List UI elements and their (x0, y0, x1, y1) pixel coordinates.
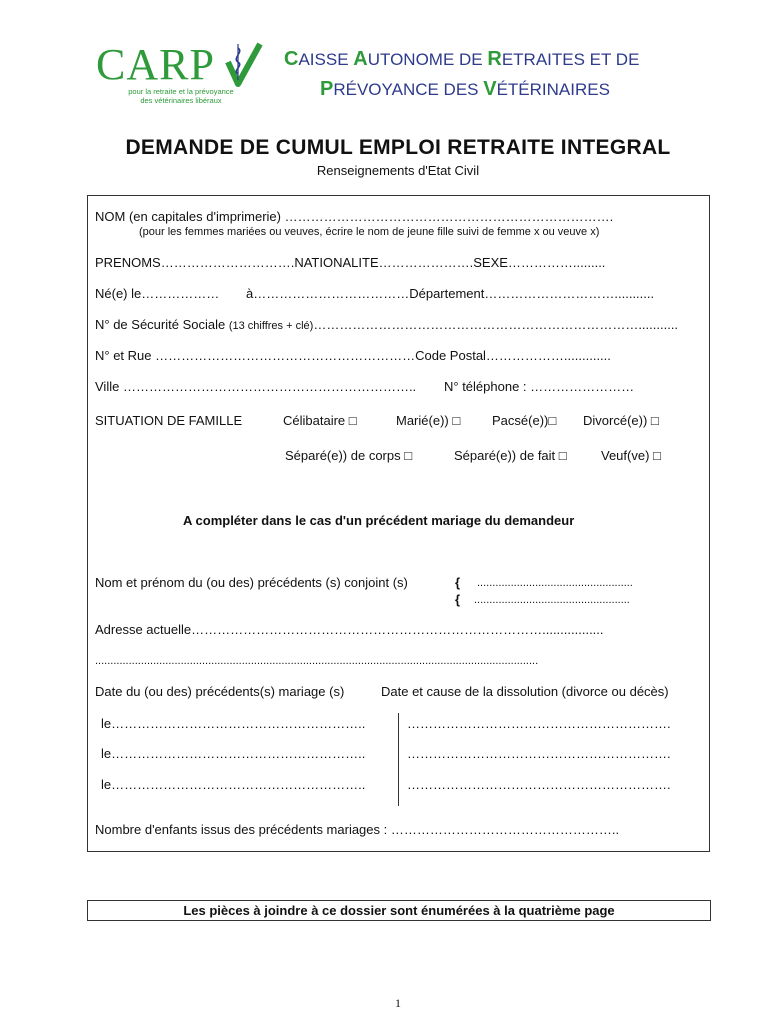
field-date-mariage-2[interactable]: le………………………………………………….. (101, 746, 366, 761)
document-subtitle: Renseignements d'Etat Civil (316, 163, 480, 178)
field-dissolution-3[interactable]: ……………………………………………………. (407, 777, 671, 792)
field-dissolution-1[interactable]: ……………………………………………………. (407, 716, 671, 731)
page-number: 1 (395, 996, 401, 1010)
field-nom[interactable]: NOM (en capitales d'imprimerie) …………………………………………………………………. (95, 209, 614, 224)
situation-famille-label: SITUATION DE FAMILLE (95, 413, 243, 428)
column-divider (398, 713, 399, 806)
dates-mariage-label: Date du (ou des) précédents(s) mariage (s) (95, 684, 345, 699)
checkbox-separe-fait[interactable]: Séparé(e)) de fait □ (454, 448, 567, 463)
field-date-naissance[interactable]: Né(e) le……………… (95, 286, 220, 301)
conjoint-label: Nom et prénom du (ou des) précédents (s) conjoint (s) (95, 575, 408, 590)
field-securite-sociale[interactable]: N° de Sécurité Sociale (13 chiffres + clé)…………………………………………………………………........... (95, 317, 679, 332)
field-conjoint-1[interactable]: ................................................... (477, 577, 633, 589)
field-prenoms-nationalite-sexe[interactable]: PRENOMS………………………….NATIONALITE………………….SEXE……………......... (95, 255, 606, 270)
section-heading-previous-marriage: A compléter dans le cas d'un précédent mariage du demandeur (183, 513, 575, 528)
carp-logo (96, 40, 266, 110)
field-adresse-actuelle-suite[interactable]: ................................................................................................................................................. (95, 655, 539, 667)
field-date-mariage-1[interactable]: le………………………………………………….. (101, 716, 366, 731)
field-telephone[interactable]: N° téléphone : …………………… (444, 379, 635, 394)
field-adresse-code-postal[interactable]: N° et Rue ……………………………………………………Code Postal………………............. (95, 348, 611, 363)
document-title: DEMANDE DE CUMUL EMPLOI RETRAITE INTEGRAL (125, 136, 671, 159)
caduceus-check-icon (224, 40, 264, 90)
checkbox-celibataire[interactable]: Célibataire □ (283, 413, 357, 428)
dissolution-label: Date et cause de la dissolution (divorce ou décès) (381, 684, 669, 699)
checkbox-separe-corps[interactable]: Séparé(e)) de corps □ (285, 448, 413, 463)
field-nom-note: (pour les femmes mariées ou veuves, écrire le nom de jeune fille suivi de femme x ou veuve x) (139, 226, 600, 238)
checkbox-veuf[interactable]: Veuf(ve) □ (601, 448, 661, 463)
field-lieu-departement[interactable]: à………………………………Département…………………………........... (246, 286, 655, 301)
logo-wordmark: CARP (96, 40, 215, 89)
conjoint-brace-1: { (455, 575, 461, 590)
field-nombre-enfants[interactable]: Nombre d'enfants issus des précédents mariages : …………………………………………….. (95, 822, 620, 837)
field-ville[interactable]: Ville ………………………………………………………….. (95, 379, 417, 394)
conjoint-brace-2: { (455, 592, 461, 607)
org-name-line2: PRÉVOYANCE DES VÉTÉRINAIRES (320, 78, 610, 100)
org-name-line1: CAISSE AUTONOME DE RETRAITES ET DE (284, 48, 640, 70)
field-adresse-actuelle[interactable]: Adresse actuelle………………………………………………………………………................. (95, 622, 604, 637)
logo-tagline: pour la retraite et la prévoyance des vétérinaires libéraux (128, 87, 234, 105)
field-conjoint-2[interactable]: ................................................... (474, 594, 630, 606)
field-date-mariage-3[interactable]: le………………………………………………….. (101, 777, 366, 792)
checkbox-marie[interactable]: Marié(e)) □ (396, 413, 461, 428)
checkbox-divorce[interactable]: Divorcé(e)) □ (583, 413, 659, 428)
field-dissolution-2[interactable]: ……………………………………………………. (407, 746, 671, 761)
checkbox-pacse[interactable]: Pacsé(e))□ (492, 413, 557, 428)
attachments-note: Les pièces à joindre à ce dossier sont énumérées à la quatrième page (87, 900, 711, 921)
